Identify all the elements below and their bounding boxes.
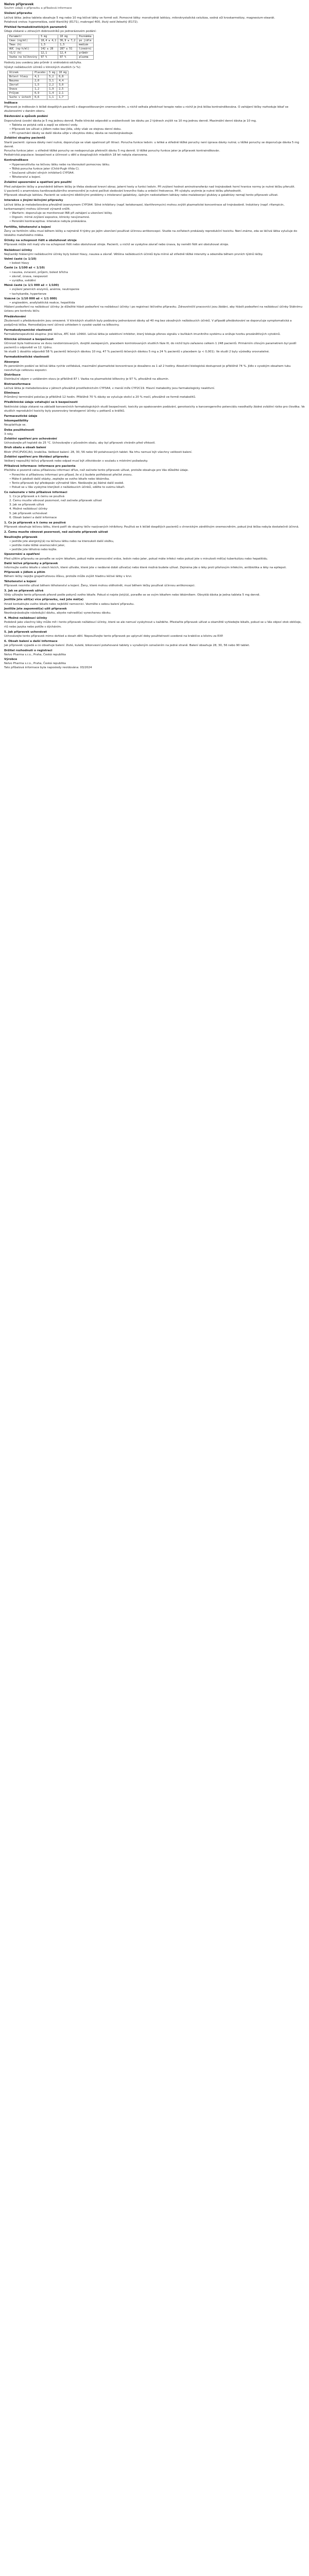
list-item: • Perorální kontraceptiva: interakce nebyla prokázána. bbox=[9, 220, 87, 224]
paragraph: 3 roky. bbox=[4, 432, 13, 436]
section-heading: Složení přípravku bbox=[4, 12, 32, 15]
table-cell: 2,1 bbox=[57, 91, 68, 95]
paragraph: Průměrný terminální poločas je přibližně 12 hodin. Přibližně 70 % dávky se vylučuje stolicí a 20 % močí, převážně ve formě metabolitů. bbox=[4, 396, 196, 399]
table-cell: 12,4 bbox=[58, 52, 77, 56]
table-cell: t1/2 (h) bbox=[8, 52, 39, 56]
table-row bbox=[8, 79, 68, 83]
paragraph: Přečtěte si pozorně celou příbalovou informaci dříve, než začnete tento přípravek užívat, protože obsahuje pro Vás důležité údaje. bbox=[4, 469, 189, 472]
list-item: • Warfarin: doporučuje se monitorovat INR při zahájení a ukončení léčby. bbox=[9, 211, 113, 215]
subsection-heading: Eliminace bbox=[4, 392, 20, 395]
adverse-events-table bbox=[7, 71, 68, 100]
table-cell: 0,6 bbox=[33, 95, 47, 99]
paragraph: Neuplatňuje se. bbox=[4, 423, 27, 427]
table-cell: 4,1 bbox=[33, 75, 47, 79]
document-title: Nelvo přípravek bbox=[4, 2, 34, 6]
paragraph: Ženy ve fertilním věku musí během léčby a nejméně 4 týdny po jejím ukončení používat účinnou antikoncepci. Studie na zvířatech prokázaly reprodukční toxicitu. Není známo, zda se léčivá látka vylučuje do lidského mateřského mléka. bbox=[4, 229, 297, 237]
paragraph: Veškerý nepoužitý léčivý přípravek nebo odpad musí být zlikvidován v souladu s místními požadavky. bbox=[4, 460, 148, 463]
list-item: • Ponechte si příbalovou informaci pro případ, že si ji budete potřebovat přečíst znovu. bbox=[9, 473, 133, 477]
list-item: 2. Čemu musíte věnovat pozornost, než začnete přípravek užívat bbox=[9, 499, 102, 502]
paragraph: Během léčby nepijte grapefruitovou šťávu, protože může zvýšit hladinu léčivé látky v krvi. bbox=[4, 575, 132, 579]
paragraph: Pediatrická populace: bezpečnost a účinnost u dětí a dospívajících mladších 18 let nebyla stanovena. bbox=[4, 154, 148, 157]
paragraph: Blistr (PVC/PVDC/Al), krabička. Velikost balení: 28, 30, 56 nebo 90 potahovaných tablet. Na trhu nemusí být všechny velikosti balení. bbox=[4, 450, 193, 454]
table-header-cell: 10 mg bbox=[57, 71, 68, 75]
paragraph: Starší pacienti: úprava dávky není nutná, doporučuje se však opatrnost při titraci. Porucha funkce ledvin: u lehké a středně těžké poruchy není úprava dávky nutná; u těžké poruchy se doporučuje dávka 5 mg denně. bbox=[4, 141, 299, 148]
table-cell: 1,4 bbox=[47, 91, 57, 95]
list-item: • Pokud se u Vás vyskytne kterýkoli z nežádoucích účinků, sdělte to svému lékaři. bbox=[9, 486, 125, 489]
section-heading: Dávkování a způsob podání bbox=[4, 115, 48, 118]
paragraph: Potahová vrstva: hypromelóza, oxid titaničitý (E171), makrogol 400, žlutý oxid železitý (E172). bbox=[4, 20, 139, 24]
table-cell: průměr bbox=[77, 52, 93, 56]
pk-table bbox=[7, 35, 94, 60]
table-cell: Únava bbox=[8, 87, 33, 91]
paragraph: Nelvo Pharma s.r.o., Praha, Česká republika bbox=[4, 662, 66, 666]
section-heading: 6. Obsah balení a další informace bbox=[4, 640, 58, 643]
document-page bbox=[0, 0, 309, 673]
subsection-heading: Zvláštní opatření pro likvidaci přípravku bbox=[4, 455, 69, 459]
table-cell: 1,9 bbox=[47, 87, 57, 91]
section-heading: 5. Jak přípravek uchovávat bbox=[4, 630, 47, 634]
table-cell: 2,0 bbox=[33, 79, 47, 83]
paragraph: Léčivá látka je metabolizována převážně izoenzymem CYP3A4. Silné inhibitory (např. ketokonazol, klarithromycin) mohou zvýšit plazmatické koncentrace až trojnásobně. Induktory (např. rifampicin, karbamazepin) mohou účinnost výrazně snížit. bbox=[4, 203, 285, 211]
table-row bbox=[8, 83, 68, 87]
list-item: • Tento přípravek byl předepsán výhradně Vám. Nedávejte jej žádné další osobě. bbox=[9, 482, 124, 485]
subsection-heading: Upozornění a opatření bbox=[4, 553, 40, 556]
table-cell: Bolest hlavy bbox=[8, 75, 33, 79]
table-cell: Závrať bbox=[8, 83, 33, 87]
section-heading: Farmaceutické údaje bbox=[4, 415, 38, 418]
paragraph: Uchovávejte při teplotě do 25 °C. Uchovávejte v původním obalu, aby byl přípravek chráněn před vlhkostí. bbox=[4, 442, 156, 445]
table-cell: Průjem bbox=[8, 91, 33, 95]
subsection-heading: Přípravek s jídlem a pitím bbox=[4, 571, 45, 574]
list-item: • tachykardie, hypertenze bbox=[9, 292, 46, 296]
table-cell: 142 ± 28 bbox=[39, 47, 58, 52]
table-cell: Vazba na bílkoviny bbox=[8, 56, 39, 60]
table-header-cell: Parametr bbox=[8, 35, 39, 39]
table-row bbox=[8, 91, 68, 95]
subsection-heading: Biotransformace bbox=[4, 382, 31, 386]
list-item: • závrať, únava, nespavost bbox=[9, 275, 48, 278]
paragraph: Přípravek je indikován k léčbě dospělých pacientů s diagnostikovaným onemocněním, u nichž selhala předchozí terapie nebo u nichž je jiná léčba kontraindikována. O zahájení léčby rozhoduje lékař se zkušenostmi v daném oboru. bbox=[4, 106, 288, 113]
table-cell: lineární bbox=[77, 47, 93, 52]
table-cell: 1,5 bbox=[33, 83, 47, 87]
paragraph: Účinnost byla hodnocena ve dvou randomizovaných, dvojitě zaslepených, placebem kontrolovaných studiích fáze III, do nichž bylo zařazeno celkem 1 248 pacientů. Primárním cílovým parametrem byl podíl pacientů s odpovědí ve 12. týdnu. bbox=[4, 342, 297, 349]
subsection-heading: Distribuce bbox=[4, 374, 21, 377]
table-header-cell: 5 mg bbox=[47, 71, 57, 75]
table-cell: AUC (ng·h/ml) bbox=[8, 47, 39, 52]
table-cell: 12,1 bbox=[39, 52, 58, 56]
list-item: • Při vynechání dávky se další dávka užije v obvyklou dobu; dávka se nezdvojnásobuje. bbox=[9, 132, 133, 135]
section-heading: 2. Čemu musíte věnovat pozornost, než začnete přípravek užívat bbox=[4, 531, 108, 534]
table-cell: Sucho v ústech bbox=[8, 95, 33, 99]
document-subtitle: Souhrn údajů o přípravku a příbalová informace bbox=[4, 7, 72, 10]
table-cell: 1,1 bbox=[47, 95, 57, 99]
list-item: • Současné užívání silných inhibitorů CYP3A4. bbox=[9, 172, 75, 175]
table-row bbox=[8, 75, 68, 79]
paragraph: Před zahájením léčby a pravidelně během léčby je třeba sledovat krevní obraz, jaterní testy a funkci ledvin. Při zvýšení hodnot aminotransferáz nad trojnásobek horní hranice normy je nutné léčbu přerušit. bbox=[4, 185, 296, 189]
table-cell: 1,2 bbox=[33, 87, 47, 91]
subsection-heading: Velmi časté (≥ 1/10) bbox=[4, 257, 37, 261]
paragraph: Podobně jako všechny léky může mít i tento přípravek nežádoucí účinky, které se ale nemusí vyskytnout u každého. Přestaňte přípravek užívat a okamžitě vyhledejte lékaře, pokud se u Vás objeví otok obličeje, rtů nebo jazyka nebo potíže s dýcháním. bbox=[4, 621, 302, 629]
table-row bbox=[8, 87, 68, 91]
list-item: 6. Obsah balení a další informace bbox=[9, 516, 57, 519]
list-item: • bolest hlavy bbox=[9, 262, 29, 265]
list-item: • Těžká porucha funkce jater (Child-Pugh třída C). bbox=[9, 167, 80, 171]
table-header-cell: 5 mg bbox=[39, 35, 58, 39]
table-header-cell: Účinek bbox=[8, 71, 33, 75]
subsection-heading: Méně časté (≥ 1/1 000 až < 1/100) bbox=[4, 284, 59, 287]
list-item: 3. Jak se přípravek užívá bbox=[9, 503, 44, 507]
subsection-heading: Neužívejte přípravek bbox=[4, 535, 38, 539]
subsection-heading: Druh obalu a obsah balení bbox=[4, 446, 46, 450]
paragraph: Údaje získané u zdravých dobrovolníků po jednorázovém podání: bbox=[4, 30, 97, 33]
section-heading: Indikace bbox=[4, 101, 18, 105]
paragraph: Hlášení podezření na nežádoucí účinky: Je důležité hlásit podezření na nežádoucí účinky i po registraci léčivého přípravku. Zdravotničtí pracovníci jsou žádáni, aby hlásili podezření na nežádoucí účinky Státnímu ústavu pro kontrolu léčiv. bbox=[4, 306, 302, 313]
table-cell: 2,2 bbox=[47, 83, 57, 87]
paragraph: Distribuční objem v ustáleném stavu je přibližně 87 l. Vazba na plazmatické bílkoviny je 97 %, převážně na albumin. bbox=[4, 378, 169, 381]
list-item: • Digoxin: mírné zvýšení expozice, klinicky nevýznamné. bbox=[9, 216, 90, 219]
paragraph: Výskyt nežádoucích účinků v klinických studiích (v %): bbox=[4, 65, 81, 69]
table-cell: 2,5 bbox=[57, 87, 68, 91]
table-row bbox=[8, 47, 94, 52]
subsection-heading: Jestliže jste užil(a) více přípravku, než jste měl(a) bbox=[4, 598, 83, 602]
subsection-heading: Zvláštní opatření pro uchovávání bbox=[4, 437, 57, 441]
table-row bbox=[8, 43, 94, 47]
table-cell: 97 % bbox=[39, 56, 58, 60]
table-cell: 1,5 bbox=[39, 43, 58, 47]
subsection-heading: Držitel rozhodnutí o registraci bbox=[4, 649, 53, 652]
list-item: • jestliže máte těžké onemocnění jater, bbox=[9, 544, 65, 547]
list-item: • Přípravek lze užívat s jídlem nebo bez jídla, vždy však ve stejnou denní dobu. bbox=[9, 128, 122, 131]
table-row bbox=[8, 52, 94, 56]
list-item: • nauzea, zvracení, průjem, bolest břicha bbox=[9, 270, 68, 274]
paragraph: Ve studii 1 dosáhlo odpovědi 58 % pacientů léčených dávkou 10 mg, 47 % pacientů léčených dávkou 5 mg a 24 % pacientů s placebem (p < 0,001). Ve studii 2 byly výsledky srovnatelné. bbox=[4, 350, 270, 354]
table-cell: 97 % bbox=[58, 56, 77, 60]
section-heading: Příbalová informace: informace pro pacienta bbox=[4, 465, 76, 468]
section-heading: Nežádoucí účinky bbox=[4, 248, 32, 252]
section-heading: Interakce s jinými léčivými přípravky bbox=[4, 199, 63, 202]
paragraph: U pacientů s anamnézou kardiovaskulárního onemocnění je nutné pečlivé sledování krevního tlaku a srdeční frekvence. Při výskytu arytmie je nutné léčbu přehodnotit. bbox=[4, 189, 242, 193]
list-item: • zvýšení jaterních enzymů, anémie, neutropenie bbox=[9, 288, 79, 292]
paragraph: Přípravek může mít malý vliv na schopnost řídit nebo obsluhovat stroje. Pacienti, u nichž se vyskytne závrať nebo únava, by neměli řídit ani obsluhovat stroje. bbox=[4, 243, 229, 247]
subsection-heading: Absorpce bbox=[4, 360, 19, 364]
table-cell: Cmax (ng/ml) bbox=[8, 39, 39, 43]
table-cell: 0,9 bbox=[33, 91, 47, 95]
table-header-row bbox=[8, 71, 68, 75]
list-item: 4. Možné nežádoucí účinky bbox=[9, 507, 48, 511]
paragraph: Přípravek obsahuje léčivou látku, která patří do skupiny léčiv nazývaných inhibitory. Používá se k léčbě dospělých pacientů s chronickým zánětlivým onemocněním, pokud jiná léčba nebyla dostatečně účinná. bbox=[4, 526, 299, 529]
table-row bbox=[8, 56, 94, 60]
list-item: 1. Co je přípravek a k čemu se používá bbox=[9, 495, 65, 498]
paragraph: Přípravek obsahuje laktózu. Pacienti se vzácnými dědičnými problémy s intolerancí galaktózy, úplným nedostatkem laktázy nebo malabsorpcí glukózy a galaktózy nemají tento přípravek užívat. bbox=[4, 194, 279, 197]
list-item: • vyrážka, svědění bbox=[9, 279, 36, 282]
section-heading: 1. Co je přípravek a k čemu se používá bbox=[4, 521, 66, 524]
subsection-heading: Doba použitelnosti bbox=[4, 428, 35, 432]
paragraph: Doporučená úvodní dávka je 5 mg jednou denně. Podle klinické odpovědi a snášenlivosti lze dávku po 2 týdnech zvýšit na 10 mg jednou denně. Maximální denní dávka je 10 mg. bbox=[4, 119, 257, 123]
list-item: • Těhotenství a kojení. bbox=[9, 176, 41, 179]
subsection-heading: Časté (≥ 1/100 až < 1/10) bbox=[4, 266, 45, 270]
section-heading: Předávkování bbox=[4, 315, 26, 318]
section-heading: Předklinické údaje vztahující se k bezpečnosti bbox=[4, 401, 78, 404]
table-header-row bbox=[8, 35, 94, 39]
paragraph: Vždy užívejte tento přípravek přesně podle pokynů svého lékaře. Pokud si nejste jistý(á), poraďte se se svým lékařem nebo lékárníkem. Obvyklá dávka je jedna tableta 5 mg denně. bbox=[4, 594, 261, 597]
paragraph: Farmakoterapeutická skupina: jiná léčiva, ATC kód: L04AX. Léčivá látka je selektivní inhibitor, který blokuje přenos signálu v buňkách imunitního systému a snižuje tvorbu prozánětlivých cytokinů. bbox=[4, 333, 281, 336]
paragraph: Jak přípravek vypadá a co obsahuje balení: žluté, kulaté, bikonvexní potahované tablety s vyraženým označením na jedné straně. Balení obsahuje 28, 30, 56 nebo 90 tablet. bbox=[4, 644, 250, 648]
table-cell: 4,4 bbox=[57, 79, 68, 83]
list-item: • jestliže jste alergický(á) na léčivou látku nebo na kteroukoli další složku, bbox=[9, 539, 114, 543]
list-item: • Tableta se polyká celá a zapíjí se sklenicí vody. bbox=[9, 123, 78, 127]
paragraph: Informujte svého lékaře o všech lécích, které užíváte, které jste v nedávné době užíval(a) nebo které možná budete užívat. Zejména jde o léky proti plísňovým infekcím, antibiotika a léky na epilepsii. bbox=[4, 566, 287, 569]
table-cell: Nauzea bbox=[8, 79, 33, 83]
table-cell: 6,8 bbox=[57, 75, 68, 79]
section-heading: 4. Možné nežádoucí účinky bbox=[4, 617, 47, 620]
list-item: • angioedém, anafylaktická reakce, hepatitida bbox=[9, 301, 75, 304]
paragraph: Zkušenosti s předávkováním jsou omezené. V klinických studiích byly podávány jednorázové dávky až 40 mg bez závažných nežádoucích účinků. V případě předávkování se doporučuje symptomatická a podpůrná léčba. Hemodialýza není účinná vzhledem k vysoké vazbě na bílkoviny. bbox=[4, 319, 292, 327]
list-item: • jestliže jste těhotná nebo kojíte. bbox=[9, 548, 58, 552]
paragraph: Nelvo Pharma s.r.o., Praha, Česká republika bbox=[4, 653, 66, 656]
section-heading: Farmakodynamické vlastnosti bbox=[4, 329, 52, 332]
table-cell: 287 ± 51 bbox=[58, 47, 77, 52]
list-item: 5. Jak přípravek uchovávat bbox=[9, 512, 47, 515]
table-cell: 1,7 bbox=[57, 95, 68, 99]
paragraph: Po perorálním podání se léčivá látka rychle vstřebává, maximální plazmatické koncentrace je dosaženo za 1 až 2 hodiny. Absolutní biologická dostupnost je přibližně 74 %. Jídlo s vysokým obsahem tuku neovlivňuje celkovou expozici. bbox=[4, 364, 291, 372]
table-cell: po jídle bbox=[77, 39, 93, 43]
section-heading: 3. Jak se přípravek užívá bbox=[4, 589, 44, 592]
table-cell: 36,9 ± 7,2 bbox=[58, 39, 77, 43]
table-row bbox=[8, 39, 94, 43]
paragraph: Ihned kontaktujte svého lékaře nebo nejbližší nemocnici. Vezměte s sebou balení přípravku. bbox=[4, 602, 135, 606]
subsection-heading: Těhotenství a kojení bbox=[4, 580, 37, 583]
paragraph: Před užitím přípravku se poraďte se svým lékařem, pokud máte onemocnění srdce, ledvin nebo jater, pokud máte infekci nebo pokud jste v minulosti měl(a) tuberkulózu nebo hepatitidu. bbox=[4, 557, 268, 561]
section-heading: Zvláštní upozornění a opatření pro použití bbox=[4, 181, 72, 184]
section-heading: Účinky na schopnost řídit a obsluhovat stroje bbox=[4, 239, 77, 243]
paragraph: Léčivá látka: jedna tableta obsahuje 5 mg nebo 10 mg léčivé látky ve formě soli. Pomocné látky: monohydrát laktózy, mikrokrystalická celulóza, sodná sůl kroskarmelózy, magnesium-stearát. bbox=[4, 16, 276, 20]
table-cell: medián bbox=[77, 43, 93, 47]
subsection-heading: Výrobce bbox=[4, 658, 18, 662]
paragraph: Porucha funkce jater: u středně těžké poruchy se nedoporučuje překročit dávku 5 mg denně. U těžké poruchy funkce jater je přípravek kontraindikován. bbox=[4, 149, 220, 153]
paragraph: Uchovávejte tento přípravek mimo dohled a dosah dětí. Nepoužívejte tento přípravek po uplynutí doby použitelnosti uvedené na krabičce a blistru za EXP. bbox=[4, 635, 224, 638]
table-cell: 3,0 bbox=[57, 83, 68, 87]
subsection-heading: Zvláštní skupiny pacientů bbox=[4, 137, 45, 140]
subsection-heading: Klinická účinnost a bezpečnost bbox=[4, 337, 54, 341]
subsection-heading: Jestliže jste zapomněl(a) užít přípravek bbox=[4, 607, 67, 611]
table-header-cell: Poznámka bbox=[77, 35, 93, 39]
document-body bbox=[4, 101, 305, 670]
table-cell: Tmax (h) bbox=[8, 43, 39, 47]
table-cell: plazma bbox=[77, 56, 93, 60]
paragraph: Nejčastěji hlášenými nežádoucími účinky byly bolest hlavy, nauzea a závrať. Většina nežádoucích účinků byla mírné až středně těžké intenzity a odezněla během prvních týdnů léčby. bbox=[4, 252, 263, 256]
table-note: Hodnoty jsou uvedeny jako průměr ± směrodatná odchylka. bbox=[4, 61, 82, 65]
list-item: • Hypersenzitivita na léčivou látku nebo na kteroukoli pomocnou látku. bbox=[9, 163, 110, 166]
paragraph: Přípravek nesmíte užívat během těhotenství a kojení. Ženy, které mohou otěhotnět, musí během léčby používat účinnou antikoncepci. bbox=[4, 584, 196, 587]
paragraph: Neklinické údaje získané na základě konvenčních farmakologických studií bezpečnosti, toxicity po opakovaném podávání, genotoxicity a kancerogenního potenciálu neodhalily žádné zvláštní riziko pro člověka. Ve studiích reprodukční toxicity byly pozorovány teratogenní účinky u potkanů a králíků. bbox=[4, 405, 305, 413]
table-row bbox=[8, 95, 68, 99]
list-item: • Máte-li jakékoli další otázky, zeptejte se svého lékaře nebo lékárníka. bbox=[9, 477, 110, 481]
paragraph: Tato příbalová informace byla naposledy revidována: 03/2024 bbox=[4, 666, 92, 670]
table-cell: 18,4 ± 4,1 bbox=[39, 39, 58, 43]
subsection-heading: Další léčivé přípravky a přípravek bbox=[4, 562, 58, 565]
table-cell: 1,5 bbox=[58, 43, 77, 47]
table-cell: 5,2 bbox=[47, 75, 57, 79]
table-cell: 3,1 bbox=[47, 79, 57, 83]
subsection-heading: Vzácné (≥ 1/10 000 až < 1/1 000) bbox=[4, 297, 57, 300]
section-heading: Přehled farmakokinetických parametrů bbox=[4, 26, 67, 29]
subsection-heading: Co naleznete v této příbalové informaci bbox=[4, 490, 67, 494]
section-heading: Kontraindikace bbox=[4, 159, 28, 162]
paragraph: Nezdvojnásobujte následující dávku, abyste nahradil(a) vynechanou dávku. bbox=[4, 611, 111, 615]
section-heading: Farmakokinetické vlastnosti bbox=[4, 355, 49, 359]
section-heading: Fertilita, těhotenství a kojení bbox=[4, 225, 51, 229]
table-header-cell: 10 mg bbox=[58, 35, 77, 39]
table-header-cell: Placebo bbox=[33, 71, 47, 75]
subsection-heading: Inkompatibility bbox=[4, 419, 28, 423]
paragraph: Léčivá látka je metabolizována v játrech převážně prostřednictvím CYP3A4, v menší míře CYP2C19. Hlavní metabolity jsou farmakologicky neaktivní. bbox=[4, 386, 215, 390]
